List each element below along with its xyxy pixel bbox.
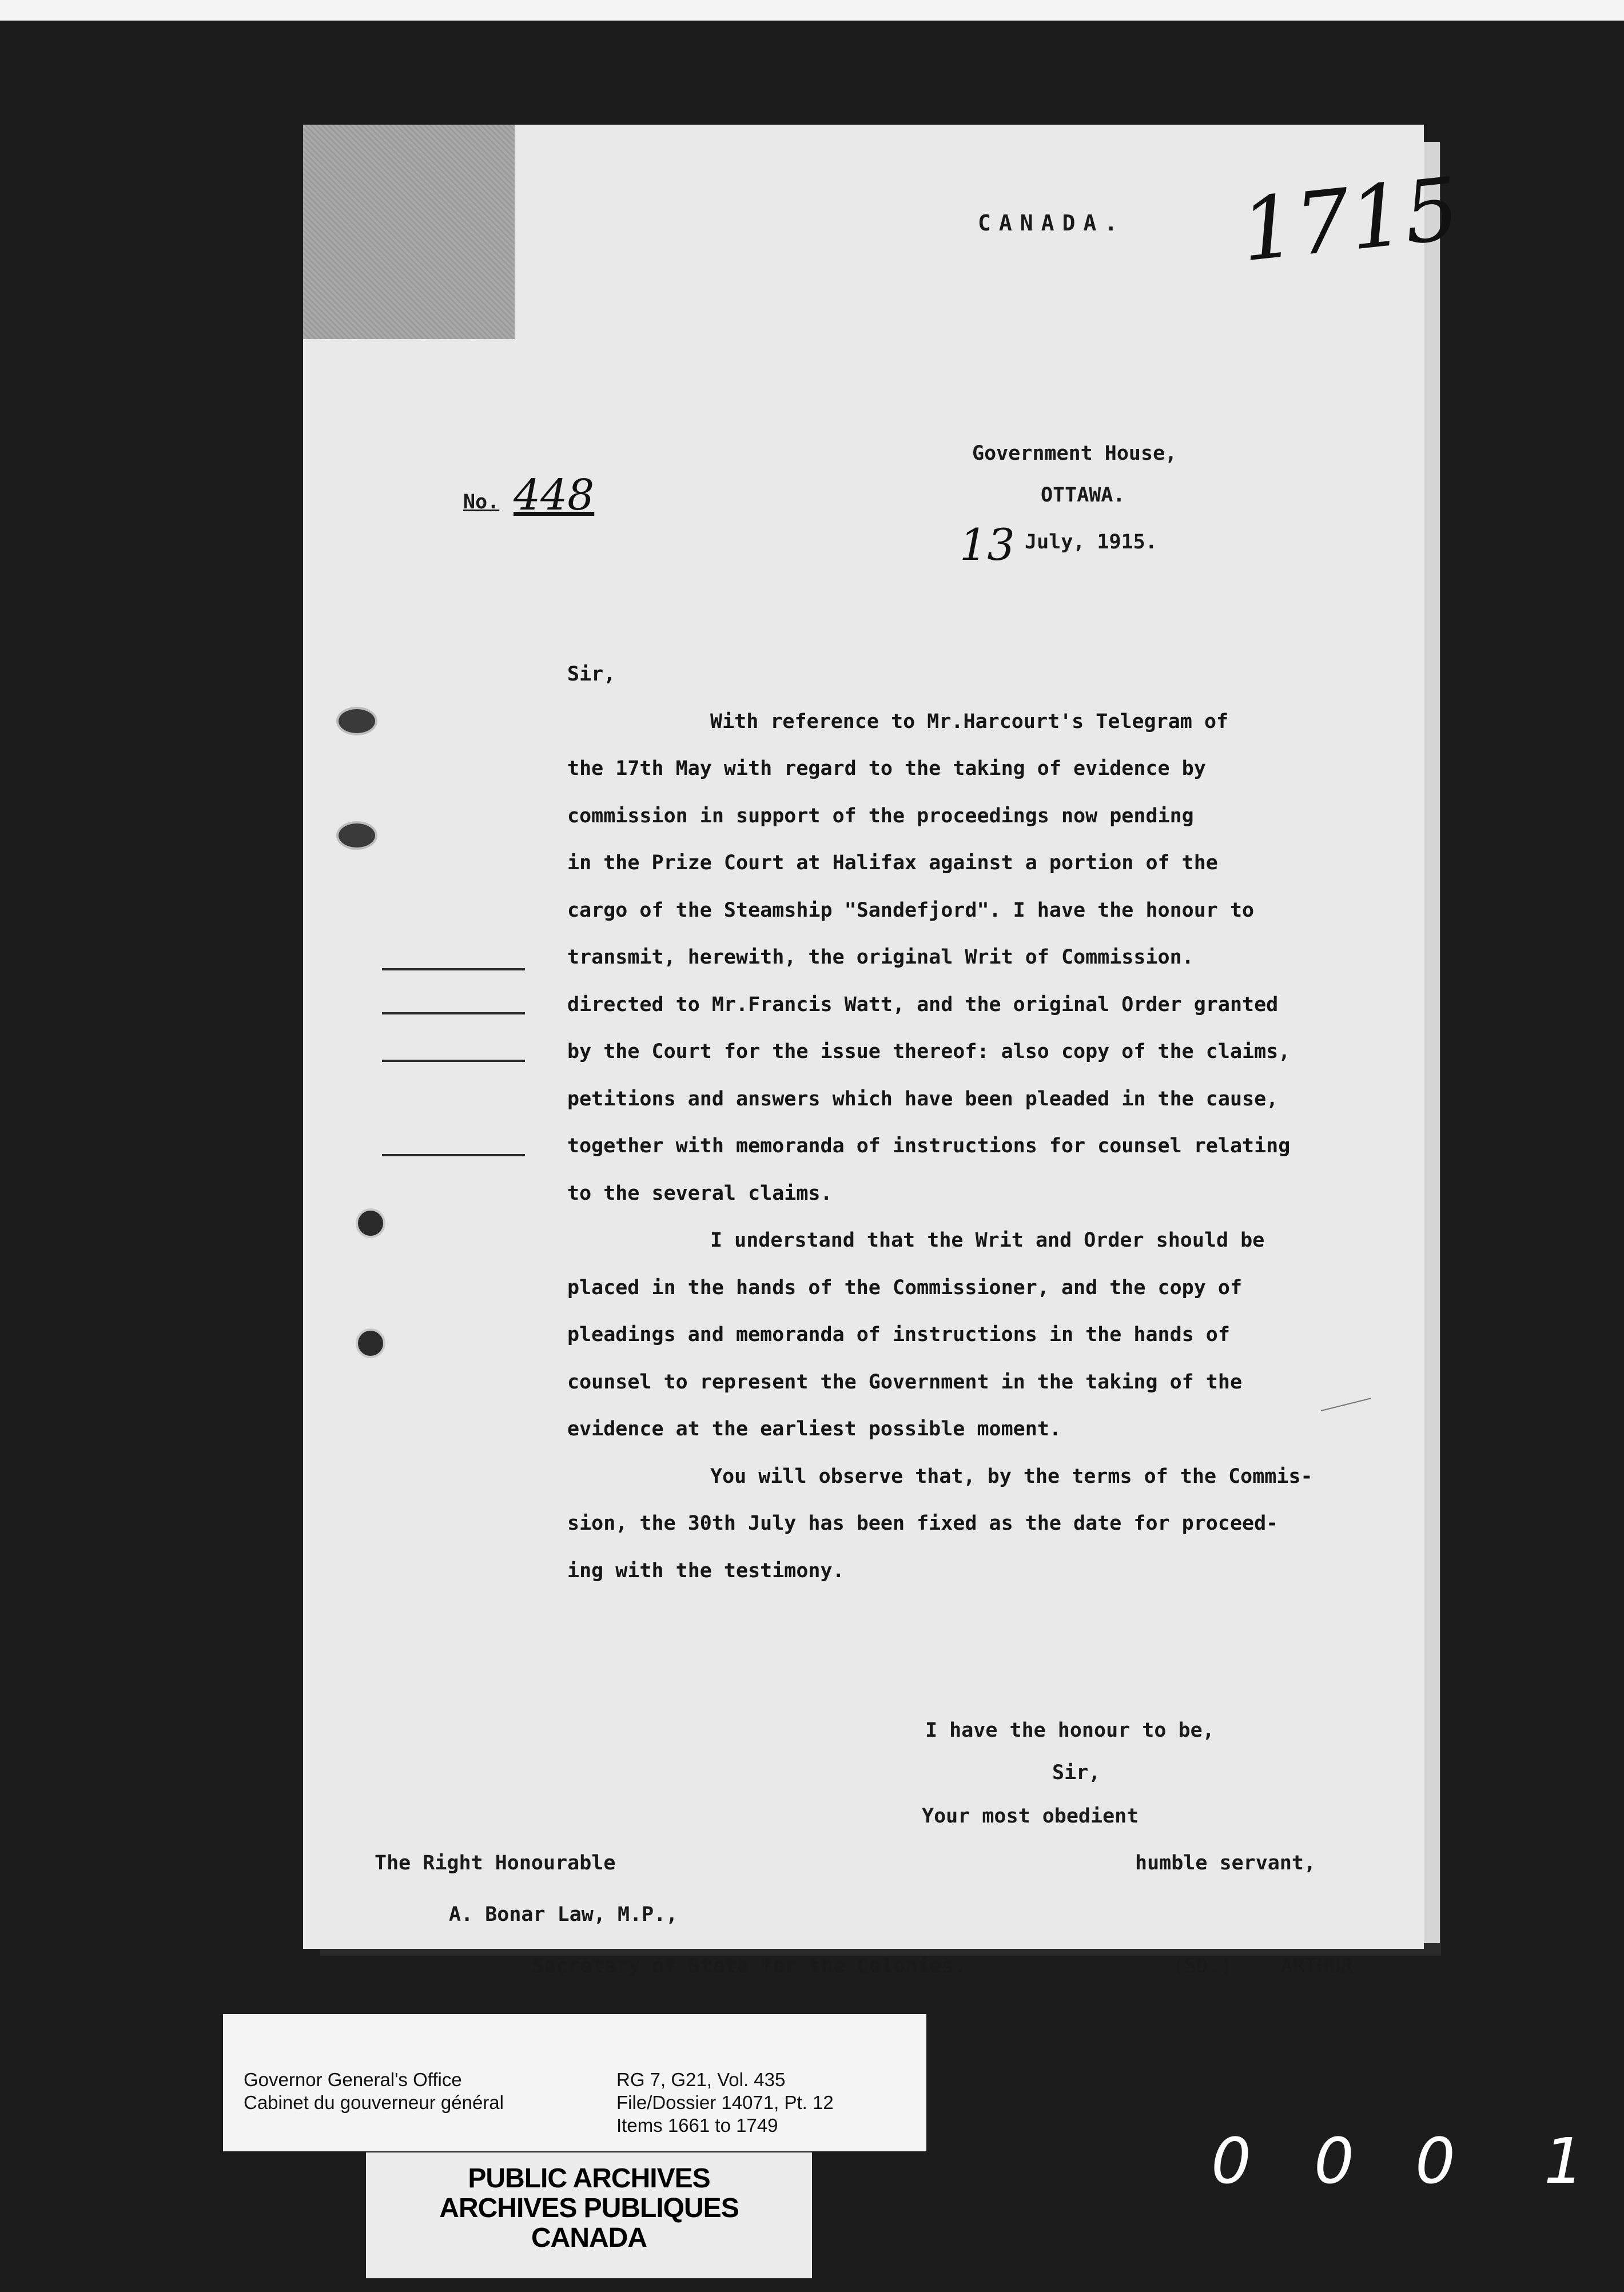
addressee-line-1: The Right Honourable [375, 1852, 616, 1875]
reference-line-2: File/Dossier 14071, Pt. 12 [616, 2092, 834, 2113]
frame-digit: 0 [1211, 2124, 1251, 2198]
body-line: the 17th May with regard to the taking of evidence by [567, 757, 1206, 780]
body-line: evidence at the earliest possible moment. [567, 1418, 1061, 1441]
public-archives-stamp [366, 2152, 812, 2278]
office-name-en: Governor General's Office [244, 2069, 462, 2090]
paper-clip-mark [336, 707, 377, 735]
body-line: counsel to represent the Government in the taking of the [567, 1370, 1243, 1394]
despatch-label: No. [463, 491, 500, 514]
archives-line-2: ARCHIVES PUBLIQUES [439, 2193, 739, 2223]
frame-digit: 0 [1415, 2124, 1455, 2198]
body-line: sion, the 30th July has been fixed as the date for proceed- [567, 1512, 1279, 1535]
body-line: transmit, herewith, the original Writ of Commission. [567, 946, 1194, 969]
body-line: directed to Mr.Francis Watt, and the original Order granted [567, 993, 1279, 1016]
signature-line: (SD.) ARTHUR [1172, 1955, 1354, 1977]
margin-rule [382, 1154, 525, 1156]
body-line: placed in the hands of the Commissioner, and the copy of [567, 1276, 1243, 1299]
address-line-2: OTTAWA. [1041, 484, 1125, 507]
body-line: ing with the testimony. [567, 1559, 845, 1582]
reference-line-3: Items 1661 to 1749 [616, 2115, 778, 2136]
closing-line-3: Your most obedient [922, 1805, 1139, 1828]
body-line: in the Prize Court at Halifax against a portion of the [567, 851, 1218, 874]
letter-page [303, 125, 1464, 1977]
body-line: I understand that the Writ and Order should be [710, 1229, 1265, 1252]
body-line: together with memoranda of instructions for counsel relating [567, 1135, 1291, 1157]
frame-digit: 0 [1314, 2124, 1354, 2198]
addressee-line-3: Secretary of State for the Colonies. [532, 1955, 966, 1977]
date-day-handwritten: 13 [960, 519, 1015, 570]
body-line: petitions and answers which have been pleaded in the cause, [567, 1087, 1279, 1111]
header-country: CANADA. [978, 210, 1126, 236]
office-name-fr: Cabinet du gouverneur général [244, 2092, 504, 2113]
body-line: pleadings and memoranda of instructions in the hands of [567, 1323, 1230, 1346]
file-number-handwritten: 1715 [1236, 159, 1464, 281]
film-top-edge [0, 0, 1624, 21]
paper-clip-mark [336, 821, 377, 850]
body-line: to the several claims. [567, 1181, 833, 1205]
body-line: With reference to Mr.Harcourt's Telegram of [710, 710, 1229, 733]
archives-line-1: PUBLIC ARCHIVES [468, 2163, 710, 2194]
body-line: commission in support of the proceedings now pending [567, 804, 1194, 827]
margin-rule [382, 1060, 525, 1062]
margin-rule [382, 1012, 525, 1014]
body-line: by the Court for the issue thereof: also copy of the claims, [567, 1040, 1291, 1063]
letter-body [567, 651, 1425, 1594]
corner-tape-patch [303, 125, 515, 339]
punch-hole [356, 1328, 385, 1358]
body-line: cargo of the Steamship "Sandefjord". I have the honour to [567, 898, 1255, 922]
reference-line-1: RG 7, G21, Vol. 435 [616, 2069, 786, 2090]
margin-rule [382, 968, 525, 970]
frame-digit: 1 [1544, 2124, 1584, 2198]
date-month-year: July, 1915. [1025, 531, 1157, 554]
closing-line-4: humble servant, [1135, 1852, 1316, 1875]
address-line-1: Government House, [972, 442, 1177, 465]
addressee-line-2: A. Bonar Law, M.P., [449, 1903, 678, 1926]
archives-line-3: CANADA [531, 2223, 647, 2253]
page-edge-fold [1424, 142, 1440, 1943]
punch-hole [356, 1208, 385, 1238]
closing-line-2: Sir, [1052, 1761, 1101, 1784]
closing-line-1: I have the honour to be, [925, 1719, 1215, 1742]
archive-reference-label [223, 2014, 926, 2151]
salutation: Sir, [567, 663, 616, 686]
despatch-number-handwritten: 448 [514, 471, 595, 520]
body-line: You will observe that, by the terms of the Commis- [710, 1465, 1313, 1488]
